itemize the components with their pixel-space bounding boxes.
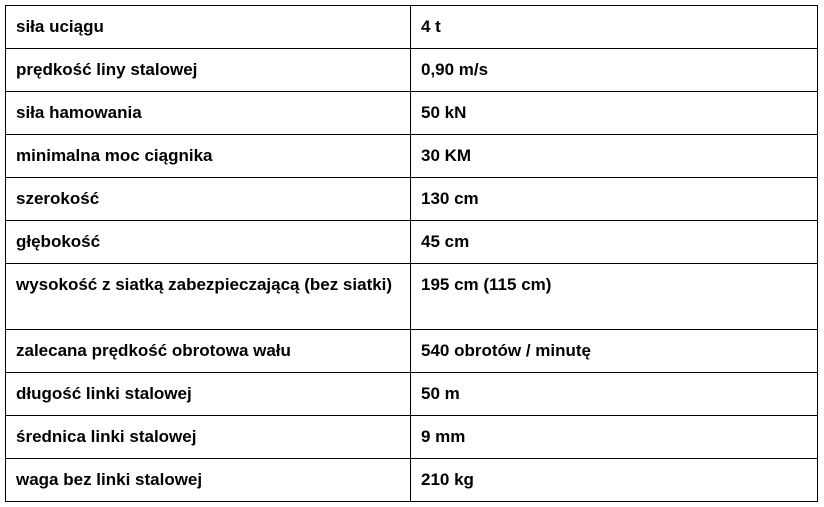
table-row xyxy=(6,373,818,416)
table-row xyxy=(6,178,818,221)
spec-label: siła hamowania xyxy=(6,92,411,135)
spec-label: waga bez linki stalowej xyxy=(6,459,411,502)
spec-label: prędkość liny stalowej xyxy=(6,49,411,92)
table-row xyxy=(6,49,818,92)
spec-value: 50 m xyxy=(411,373,818,416)
spec-label: minimalna moc ciągnika xyxy=(6,135,411,178)
spec-value: 0,90 m/s xyxy=(411,49,818,92)
table-row xyxy=(6,135,818,178)
spec-value: 50 kN xyxy=(411,92,818,135)
spec-label: długość linki stalowej xyxy=(6,373,411,416)
table-row xyxy=(6,6,818,49)
spec-label: szerokość xyxy=(6,178,411,221)
spec-value: 30 KM xyxy=(411,135,818,178)
spec-label: głębokość xyxy=(6,221,411,264)
table-row xyxy=(6,459,818,502)
spec-value: 45 cm xyxy=(411,221,818,264)
spec-label: średnica linki stalowej xyxy=(6,416,411,459)
table-row xyxy=(6,221,818,264)
table-row xyxy=(6,264,818,330)
table-row xyxy=(6,92,818,135)
spec-value: 4 t xyxy=(411,6,818,49)
spec-value: 540 obrotów / minutę xyxy=(411,330,818,373)
spec-value: 210 kg xyxy=(411,459,818,502)
spec-label: siła uciągu xyxy=(6,6,411,49)
spec-label: zalecana prędkość obrotowa wału xyxy=(6,330,411,373)
spec-label: wysokość z siatką zabezpieczającą (bez siatki) xyxy=(6,264,411,330)
specification-table xyxy=(5,5,818,502)
spec-value: 130 cm xyxy=(411,178,818,221)
table-row xyxy=(6,416,818,459)
spec-value: 195 cm (115 cm) xyxy=(411,264,818,330)
spec-value: 9 mm xyxy=(411,416,818,459)
table-row xyxy=(6,330,818,373)
